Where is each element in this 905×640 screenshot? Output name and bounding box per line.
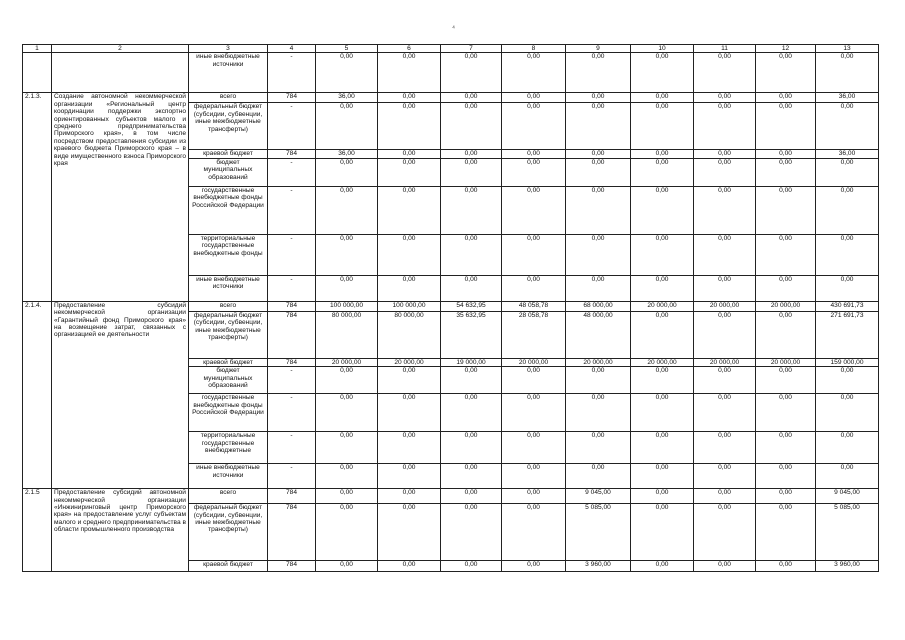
- budget-code: 784: [268, 489, 316, 504]
- amount-cell: 0,00: [631, 489, 694, 504]
- amount-cell: 0,00: [756, 234, 816, 275]
- amount-cell: 0,00: [378, 489, 441, 504]
- amount-cell: 0,00: [694, 158, 756, 186]
- amount-cell: 0,00: [441, 367, 502, 394]
- amount-cell: 0,00: [502, 275, 566, 301]
- amount-cell: 0,00: [694, 103, 756, 150]
- amount-cell: 68 000,00: [566, 301, 631, 311]
- column-header: 2: [52, 45, 189, 53]
- amount-cell: 20 000,00: [378, 358, 441, 366]
- amount-cell: 20 000,00: [502, 358, 566, 366]
- amount-cell: 271 691,73: [816, 311, 879, 358]
- table-row: [23, 53, 879, 93]
- funding-source: иные внебюджетные источники: [189, 275, 268, 301]
- column-header: 7: [441, 45, 502, 53]
- amount-cell: 0,00: [316, 367, 378, 394]
- funding-source: бюджет муниципальных образований: [189, 367, 268, 394]
- amount-cell: 20 000,00: [694, 301, 756, 311]
- amount-cell: 0,00: [378, 561, 441, 572]
- budget-code: -: [268, 394, 316, 432]
- amount-cell: 0,00: [502, 103, 566, 150]
- funding-source: федеральный бюджет (субсидии, субвенции, иные межбюджетные трансферты): [189, 311, 268, 358]
- amount-cell: 0,00: [756, 311, 816, 358]
- funding-source: всего: [189, 301, 268, 311]
- amount-cell: 36,00: [316, 150, 378, 158]
- table-row: [23, 93, 879, 103]
- funding-source: территориальные государственные внебюджетные: [189, 432, 268, 464]
- amount-cell: 0,00: [756, 103, 816, 150]
- amount-cell: 0,00: [316, 504, 378, 561]
- column-header: 12: [756, 45, 816, 53]
- amount-cell: 0,00: [378, 234, 441, 275]
- funding-source: краевой бюджет: [189, 561, 268, 572]
- amount-cell: 54 632,95: [441, 301, 502, 311]
- amount-cell: 0,00: [316, 103, 378, 150]
- budget-code: 784: [268, 561, 316, 572]
- amount-cell: 0,00: [756, 394, 816, 432]
- amount-cell: 0,00: [694, 464, 756, 489]
- amount-cell: 0,00: [694, 432, 756, 464]
- amount-cell: 48 000,00: [566, 311, 631, 358]
- amount-cell: 0,00: [631, 561, 694, 572]
- amount-cell: 0,00: [441, 561, 502, 572]
- budget-code: 784: [268, 311, 316, 358]
- budget-code: 784: [268, 150, 316, 158]
- amount-cell: 0,00: [631, 504, 694, 561]
- amount-cell: 0,00: [816, 367, 879, 394]
- amount-cell: 0,00: [502, 93, 566, 103]
- amount-cell: 0,00: [694, 234, 756, 275]
- amount-cell: 0,00: [631, 103, 694, 150]
- amount-cell: 0,00: [694, 367, 756, 394]
- amount-cell: 0,00: [566, 186, 631, 234]
- amount-cell: 0,00: [316, 432, 378, 464]
- amount-cell: 0,00: [631, 367, 694, 394]
- funding-source: иные внебюджетные источники: [189, 464, 268, 489]
- amount-cell: 0,00: [502, 464, 566, 489]
- amount-cell: 0,00: [441, 464, 502, 489]
- amount-cell: 0,00: [631, 158, 694, 186]
- amount-cell: 0,00: [441, 158, 502, 186]
- amount-cell: 0,00: [816, 432, 879, 464]
- table-row: [23, 489, 879, 504]
- amount-cell: 0,00: [694, 561, 756, 572]
- funding-source: всего: [189, 93, 268, 103]
- amount-cell: 0,00: [378, 150, 441, 158]
- amount-cell: 0,00: [816, 103, 879, 150]
- budget-code: 784: [268, 93, 316, 103]
- amount-cell: 0,00: [502, 489, 566, 504]
- amount-cell: 20 000,00: [631, 358, 694, 366]
- funding-source: иные внебюджетные источники: [189, 53, 268, 93]
- amount-cell: 0,00: [441, 186, 502, 234]
- funding-source: краевой бюджет: [189, 150, 268, 158]
- budget-code: -: [268, 186, 316, 234]
- amount-cell: 0,00: [566, 464, 631, 489]
- budget-code: -: [268, 103, 316, 150]
- amount-cell: 0,00: [316, 394, 378, 432]
- amount-cell: 0,00: [566, 432, 631, 464]
- amount-cell: 0,00: [631, 234, 694, 275]
- column-header: 5: [316, 45, 378, 53]
- item-number: 2.1.4.: [23, 301, 52, 488]
- amount-cell: 0,00: [756, 93, 816, 103]
- funding-source: краевой бюджет: [189, 358, 268, 366]
- amount-cell: 0,00: [378, 103, 441, 150]
- amount-cell: 35 632,95: [441, 311, 502, 358]
- amount-cell: 0,00: [378, 504, 441, 561]
- amount-cell: 0,00: [502, 561, 566, 572]
- amount-cell: 0,00: [441, 234, 502, 275]
- amount-cell: 159 000,00: [816, 358, 879, 366]
- amount-cell: 0,00: [566, 150, 631, 158]
- amount-cell: 36,00: [816, 150, 879, 158]
- amount-cell: 0,00: [502, 186, 566, 234]
- amount-cell: 5 085,00: [566, 504, 631, 561]
- amount-cell: 0,00: [441, 504, 502, 561]
- amount-cell: 430 691,73: [816, 301, 879, 311]
- amount-cell: 0,00: [502, 234, 566, 275]
- column-header: 3: [189, 45, 268, 53]
- amount-cell: 9 045,00: [816, 489, 879, 504]
- amount-cell: 0,00: [566, 234, 631, 275]
- amount-cell: 0,00: [441, 489, 502, 504]
- column-header: 10: [631, 45, 694, 53]
- amount-cell: 0,00: [316, 53, 378, 93]
- amount-cell: 0,00: [316, 561, 378, 572]
- budget-code: -: [268, 234, 316, 275]
- amount-cell: 0,00: [378, 394, 441, 432]
- amount-cell: 48 058,78: [502, 301, 566, 311]
- amount-cell: 0,00: [756, 367, 816, 394]
- column-header: 13: [816, 45, 879, 53]
- amount-cell: 0,00: [756, 53, 816, 93]
- amount-cell: 0,00: [316, 464, 378, 489]
- budget-code: 784: [268, 504, 316, 561]
- amount-cell: 0,00: [756, 561, 816, 572]
- amount-cell: 0,00: [631, 311, 694, 358]
- amount-cell: 28 058,78: [502, 311, 566, 358]
- column-header: 1: [23, 45, 52, 53]
- amount-cell: 0,00: [566, 394, 631, 432]
- amount-cell: 0,00: [816, 53, 879, 93]
- amount-cell: 0,00: [502, 504, 566, 561]
- amount-cell: 36,00: [816, 93, 879, 103]
- amount-cell: 0,00: [502, 150, 566, 158]
- amount-cell: 0,00: [756, 150, 816, 158]
- funding-source: государственные внебюджетные фонды Российской Федерации: [189, 186, 268, 234]
- funding-source: федеральный бюджет (субсидии, субвенции, иные межбюджетные трансферты): [189, 103, 268, 150]
- budget-code: -: [268, 464, 316, 489]
- funding-source: государственные внебюджетные фонды Российской Федерации: [189, 394, 268, 432]
- amount-cell: 0,00: [316, 489, 378, 504]
- amount-cell: 100 000,00: [316, 301, 378, 311]
- amount-cell: 0,00: [502, 367, 566, 394]
- amount-cell: 0,00: [378, 93, 441, 103]
- amount-cell: 100 000,00: [378, 301, 441, 311]
- amount-cell: 0,00: [756, 464, 816, 489]
- table-row: [23, 301, 879, 311]
- amount-cell: 0,00: [694, 150, 756, 158]
- amount-cell: 80 000,00: [378, 311, 441, 358]
- amount-cell: 0,00: [816, 275, 879, 301]
- item-title: [52, 53, 189, 93]
- amount-cell: 3 960,00: [816, 561, 879, 572]
- item-number: 2.1.3.: [23, 93, 52, 301]
- amount-cell: 0,00: [566, 275, 631, 301]
- item-title: Предоставление субсидий автономной некоммерческой организации «Инжиниринговый центр Приморского края» на предоставление услуг субъектам малого и среднего предпринимательства в области промышленного производства: [52, 489, 189, 572]
- header-row: [23, 45, 879, 53]
- amount-cell: 20 000,00: [756, 301, 816, 311]
- budget-code: 784: [268, 358, 316, 366]
- budget-table: [22, 44, 879, 572]
- amount-cell: 9 045,00: [566, 489, 631, 504]
- item-title: Создание автономной некоммерческой организации «Региональный центр координации поддержки экспортно ориентированных субъектов малого и среднего предпринимательства Приморского края», в том числе посредством предоставления субсидии из краевого бюджета Приморского края – в виде имущественного взноса Приморского края: [52, 93, 189, 301]
- amount-cell: 0,00: [441, 432, 502, 464]
- budget-code: -: [268, 432, 316, 464]
- amount-cell: 36,00: [316, 93, 378, 103]
- amount-cell: 0,00: [378, 275, 441, 301]
- amount-cell: 0,00: [502, 53, 566, 93]
- amount-cell: 0,00: [631, 150, 694, 158]
- amount-cell: 0,00: [566, 158, 631, 186]
- amount-cell: 0,00: [694, 93, 756, 103]
- amount-cell: 0,00: [816, 158, 879, 186]
- amount-cell: 0,00: [694, 489, 756, 504]
- amount-cell: 0,00: [631, 53, 694, 93]
- amount-cell: 0,00: [694, 53, 756, 93]
- funding-source: федеральный бюджет (субсидии, субвенции, иные межбюджетные трансферты): [189, 504, 268, 561]
- amount-cell: 0,00: [756, 158, 816, 186]
- item-number: 2.1.5: [23, 489, 52, 572]
- funding-source: бюджет муниципальных образований: [189, 158, 268, 186]
- amount-cell: 0,00: [631, 93, 694, 103]
- amount-cell: 0,00: [756, 504, 816, 561]
- amount-cell: 0,00: [631, 275, 694, 301]
- amount-cell: 20 000,00: [694, 358, 756, 366]
- amount-cell: 19 000,00: [441, 358, 502, 366]
- amount-cell: 0,00: [566, 53, 631, 93]
- column-header: 8: [502, 45, 566, 53]
- amount-cell: 0,00: [694, 394, 756, 432]
- amount-cell: 0,00: [566, 93, 631, 103]
- amount-cell: 0,00: [316, 186, 378, 234]
- column-header: 4: [268, 45, 316, 53]
- amount-cell: 20 000,00: [566, 358, 631, 366]
- amount-cell: 0,00: [756, 432, 816, 464]
- budget-code: -: [268, 367, 316, 394]
- amount-cell: 0,00: [631, 186, 694, 234]
- amount-cell: 0,00: [694, 275, 756, 301]
- amount-cell: 0,00: [694, 504, 756, 561]
- amount-cell: 0,00: [378, 158, 441, 186]
- amount-cell: 0,00: [378, 367, 441, 394]
- amount-cell: 0,00: [378, 186, 441, 234]
- amount-cell: 0,00: [441, 53, 502, 93]
- funding-source: территориальные государственные внебюджетные фонды: [189, 234, 268, 275]
- amount-cell: 0,00: [631, 394, 694, 432]
- amount-cell: 0,00: [816, 186, 879, 234]
- amount-cell: 0,00: [502, 394, 566, 432]
- item-title: Предоставление субсидий некоммерческой организации «Гарантийный фонд Приморского края» на возмещение затрат, связанных с организацией ее деятельности: [52, 301, 189, 488]
- budget-code: -: [268, 158, 316, 186]
- amount-cell: 0,00: [378, 53, 441, 93]
- amount-cell: 0,00: [816, 394, 879, 432]
- amount-cell: 80 000,00: [316, 311, 378, 358]
- amount-cell: 0,00: [566, 367, 631, 394]
- column-header: 6: [378, 45, 441, 53]
- amount-cell: 0,00: [441, 394, 502, 432]
- amount-cell: 5 085,00: [816, 504, 879, 561]
- amount-cell: 0,00: [441, 275, 502, 301]
- amount-cell: 0,00: [502, 158, 566, 186]
- column-header: 9: [566, 45, 631, 53]
- amount-cell: 0,00: [441, 103, 502, 150]
- amount-cell: 3 960,00: [566, 561, 631, 572]
- amount-cell: 0,00: [756, 186, 816, 234]
- column-header: 11: [694, 45, 756, 53]
- budget-code: -: [268, 53, 316, 93]
- amount-cell: 0,00: [378, 432, 441, 464]
- amount-cell: 0,00: [316, 158, 378, 186]
- amount-cell: 20 000,00: [631, 301, 694, 311]
- budget-code: -: [268, 275, 316, 301]
- amount-cell: 0,00: [694, 311, 756, 358]
- amount-cell: 0,00: [316, 275, 378, 301]
- funding-source: всего: [189, 489, 268, 504]
- amount-cell: 0,00: [441, 93, 502, 103]
- amount-cell: 0,00: [816, 234, 879, 275]
- amount-cell: 0,00: [316, 234, 378, 275]
- amount-cell: 20 000,00: [316, 358, 378, 366]
- amount-cell: 0,00: [631, 464, 694, 489]
- amount-cell: 20 000,00: [756, 358, 816, 366]
- amount-cell: 0,00: [441, 150, 502, 158]
- page-mark: ⁴: [452, 25, 456, 32]
- amount-cell: 0,00: [566, 103, 631, 150]
- budget-code: 784: [268, 301, 316, 311]
- amount-cell: 0,00: [378, 464, 441, 489]
- item-number: [23, 53, 52, 93]
- amount-cell: 0,00: [756, 275, 816, 301]
- amount-cell: 0,00: [756, 489, 816, 504]
- amount-cell: 0,00: [502, 432, 566, 464]
- amount-cell: 0,00: [816, 464, 879, 489]
- amount-cell: 0,00: [694, 186, 756, 234]
- amount-cell: 0,00: [631, 432, 694, 464]
